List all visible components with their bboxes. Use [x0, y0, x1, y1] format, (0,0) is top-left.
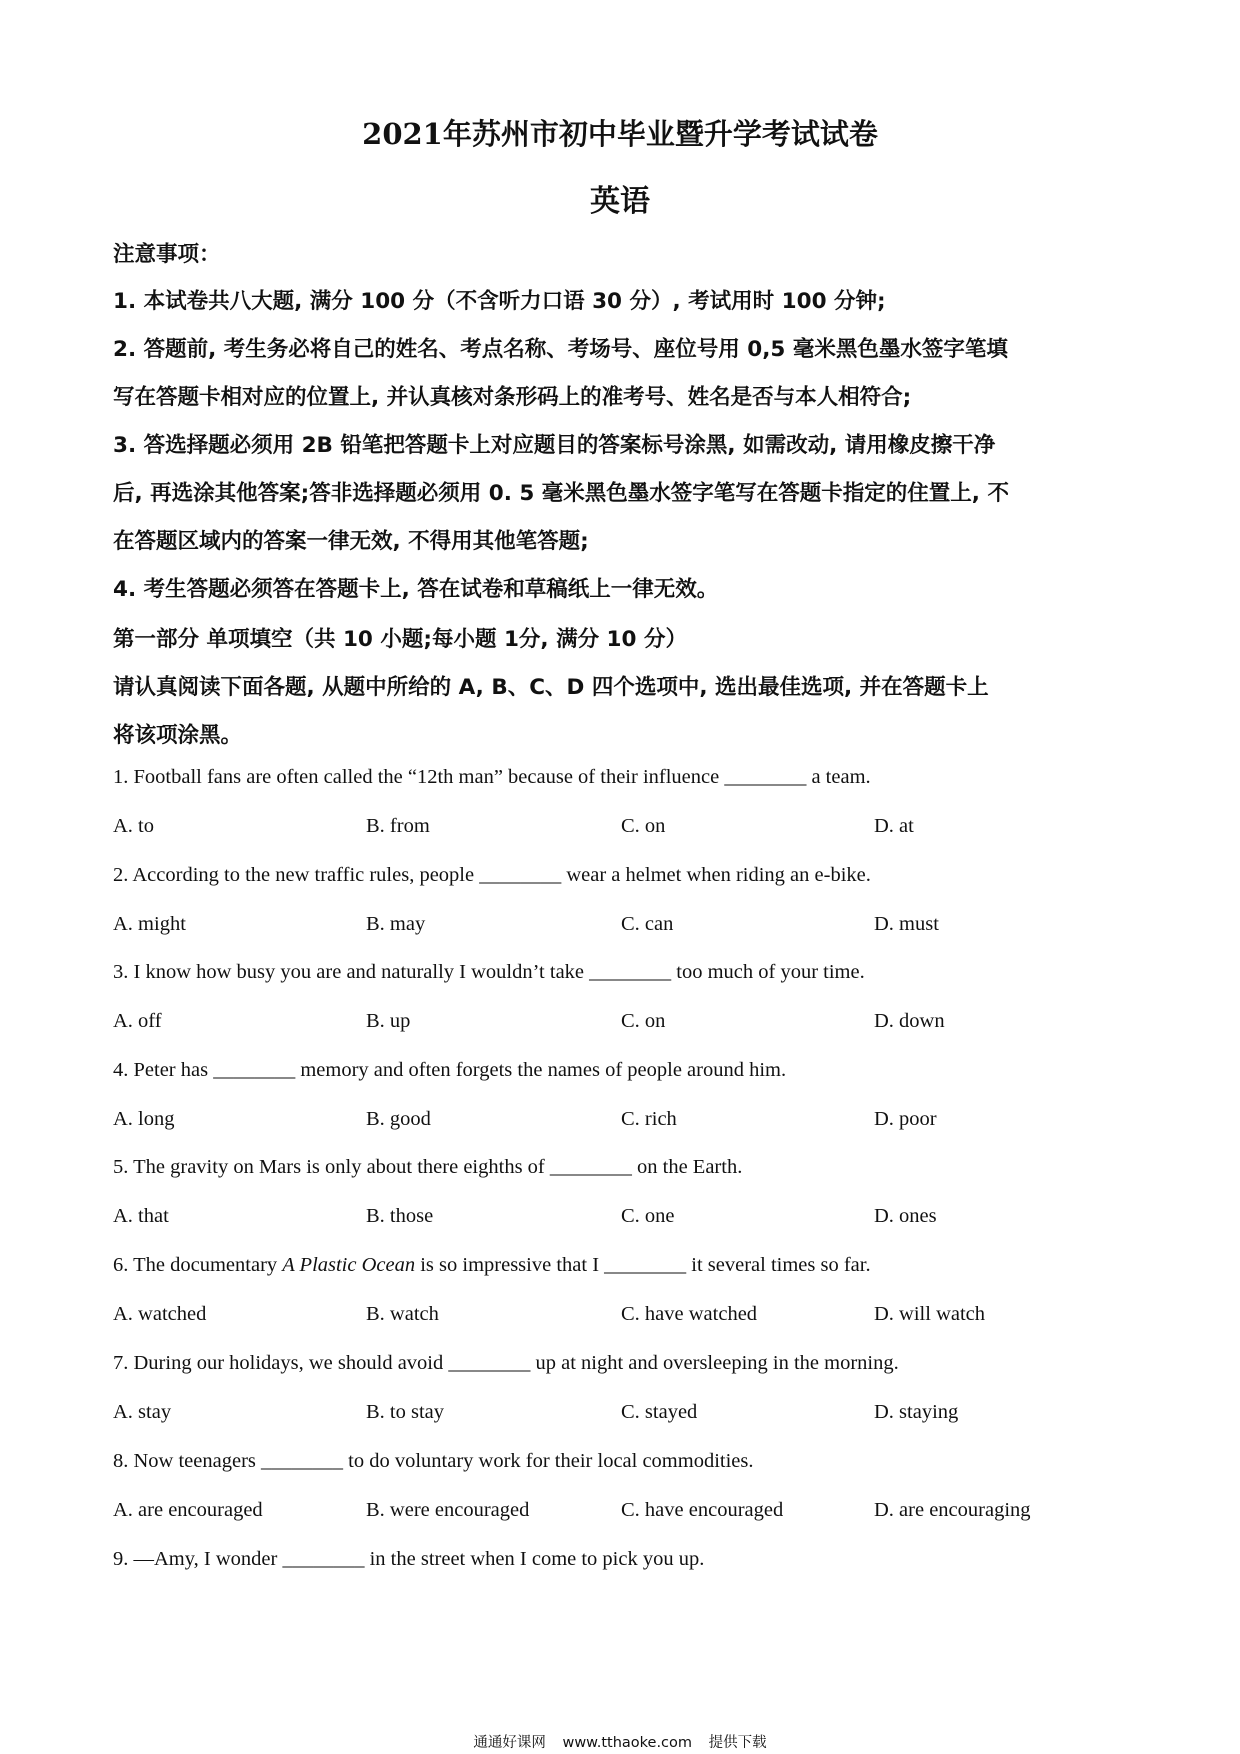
question-7-option-c: C. stayed — [621, 1401, 698, 1423]
question-2-option-a: A. might — [113, 913, 186, 935]
question-5-option-d: D. ones — [874, 1205, 937, 1227]
question-1-option-b: B. from — [366, 815, 430, 837]
question-8-option-a: A. are encouraged — [113, 1499, 263, 1521]
notes-line-4: 3. 答选择题必须用 2B 铅笔把答题卡上对应题目的答案标号涂黑, 如需改动, 请用橡皮擦干净 — [113, 433, 996, 458]
notes-line-6: 在答题区域内的答案一律无效, 不得用其他笔答题; — [113, 529, 589, 554]
notes-line-2: 2. 答题前, 考生务必将自己的姓名、考点名称、考场号、座位号用 0,5 毫米黑色墨水签字笔填 — [113, 337, 1008, 362]
question-1: 1. Football fans are often called the “12th man” because of their influence ________ a team. — [113, 766, 871, 788]
question-2-option-d: D. must — [874, 913, 939, 935]
question-4-option-c: C. rich — [621, 1108, 677, 1130]
documentary-title: A Plastic Ocean — [282, 1254, 416, 1276]
question-6-text-after: is so impressive that I ________ it several times so far. — [415, 1254, 871, 1276]
question-6-text-before: 6. The documentary — [113, 1254, 283, 1276]
question-4: 4. Peter has ________ memory and often forgets the names of people around him. — [113, 1059, 787, 1081]
notes-line-1: 1. 本试卷共八大题, 满分 100 分（不含听力口语 30 分）, 考试用时 100 分钟; — [113, 289, 886, 314]
question-5-option-a: A. that — [113, 1205, 169, 1227]
question-2: 2. According to the new traffic rules, people ________ wear a helmet when riding an e-bike. — [113, 864, 871, 886]
question-7: 7. During our holidays, we should avoid ________ up at night and oversleeping in the morning. — [113, 1352, 899, 1374]
question-8-option-c: C. have encouraged — [621, 1499, 784, 1521]
question-8: 8. Now teenagers ________ to do voluntary work for their local commodities. — [113, 1450, 754, 1472]
question-1-option-c: C. on — [621, 815, 666, 837]
question-2-option-b: B. may — [366, 913, 426, 935]
page-footer — [0, 1731, 1240, 1752]
question-3-option-a: A. off — [113, 1010, 162, 1032]
question-5: 5. The gravity on Mars is only about there eighths of ________ on the Earth. — [113, 1156, 743, 1178]
question-6-option-d: D. will watch — [874, 1303, 986, 1325]
question-7-option-d: D. staying — [874, 1401, 959, 1423]
notes-line-3: 写在答题卡相对应的位置上, 并认真核对条形码上的准考号、姓名是否与本人相符合; — [113, 385, 912, 410]
question-3-option-d: D. down — [874, 1010, 945, 1032]
question-8-option-d: D. are encouraging — [874, 1499, 1031, 1521]
question-7-option-b: B. to stay — [366, 1401, 445, 1423]
subject-title: 英语 — [590, 184, 650, 219]
footer-note: 提供下载 — [708, 1735, 767, 1751]
part1-instruction-line-1: 请认真阅读下面各题, 从题中所给的 A, B、C、D 四个选项中, 选出最佳选项, 并在答题卡上 — [113, 675, 989, 700]
question-7-option-a: A. stay — [113, 1401, 172, 1423]
question-2-option-c: C. can — [621, 913, 674, 935]
question-6 — [113, 1254, 871, 1277]
question-5-option-c: C. one — [621, 1205, 675, 1227]
question-4-option-b: B. good — [366, 1108, 431, 1130]
question-3-option-b: B. up — [366, 1010, 411, 1032]
footer-url[interactable]: www.tthaoke.com — [562, 1735, 693, 1751]
notes-line-7: 4. 考生答题必须答在答题卡上, 答在试卷和草稿纸上一律无效。 — [113, 577, 719, 602]
exam-title: 2021年苏州市初中毕业暨升学考试试卷 — [362, 117, 878, 151]
question-6-option-b: B. watch — [366, 1303, 439, 1325]
question-8-option-b: B. were encouraged — [366, 1499, 530, 1521]
question-9: 9. —Amy, I wonder ________ in the street when I come to pick you up. — [113, 1548, 705, 1570]
footer-site-name: 通通好课网 — [473, 1735, 546, 1751]
question-6-option-c: C. have watched — [621, 1303, 758, 1325]
question-1-option-a: A. to — [113, 815, 154, 837]
question-5-option-b: B. those — [366, 1205, 434, 1227]
notes-line-5: 后, 再选涂其他答案;答非选择题必须用 0. 5 毫米黑色墨水签字笔写在答题卡指定的住置上, 不 — [113, 481, 1009, 506]
notes-heading: 注意事项： — [113, 242, 221, 267]
part1-heading: 第一部分 单项填空（共 10 小题;每小题 1分, 满分 10 分） — [113, 627, 687, 652]
question-4-option-d: D. poor — [874, 1108, 937, 1130]
question-3-option-c: C. on — [621, 1010, 666, 1032]
question-4-option-a: A. long — [113, 1108, 175, 1130]
part1-instruction-line-2: 将该项涂黑。 — [113, 723, 243, 748]
question-3: 3. I know how busy you are and naturally I wouldn’t take ________ too much of your time. — [113, 961, 865, 983]
question-1-option-d: D. at — [874, 815, 914, 837]
question-6-option-a: A. watched — [113, 1303, 207, 1325]
